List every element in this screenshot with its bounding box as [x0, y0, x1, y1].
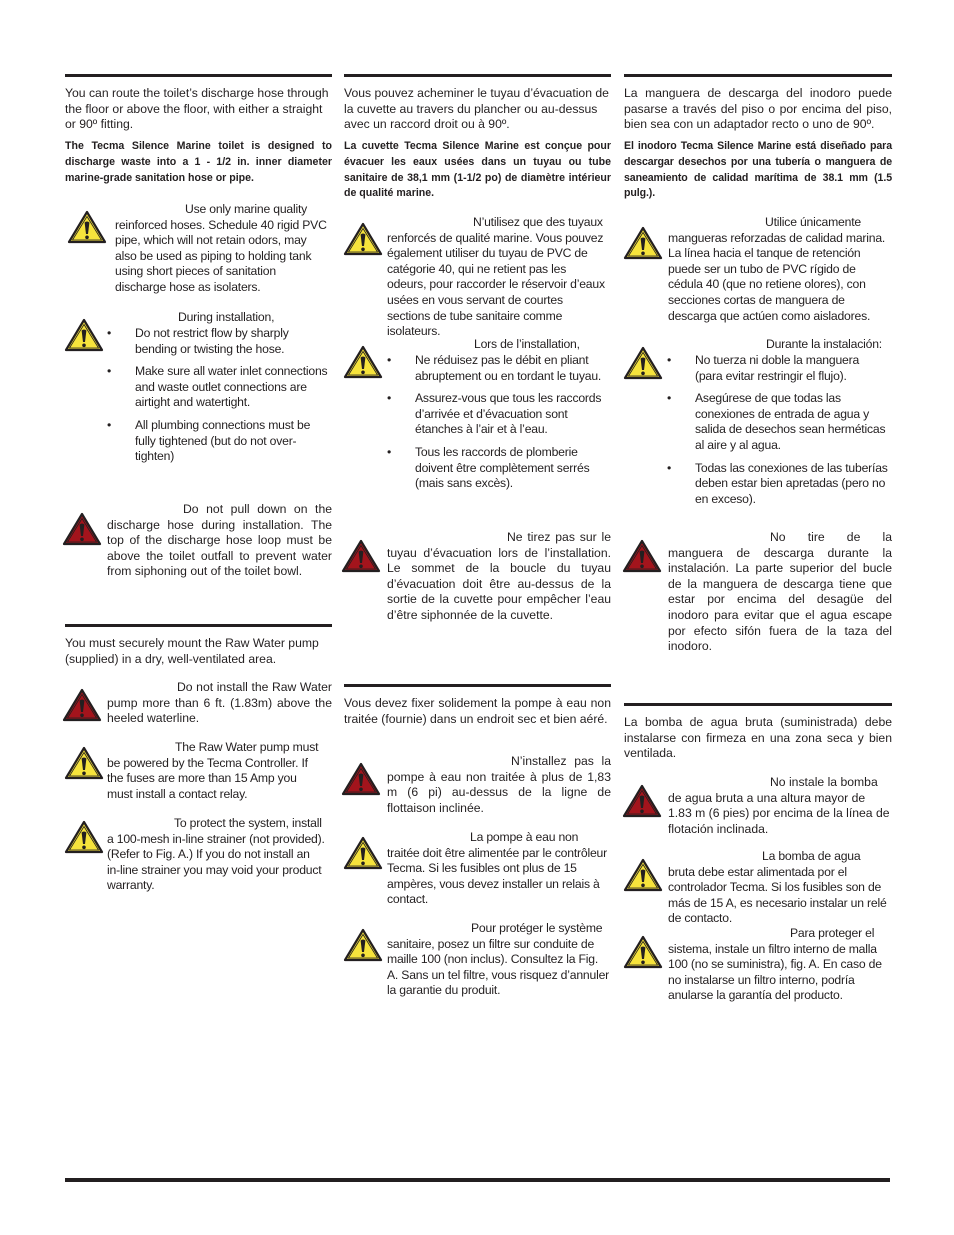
es-section-rule	[624, 74, 892, 77]
warning-icon	[622, 784, 662, 818]
list-item: • All plumbing connections must be fully tightened (but do not over-tighten)	[107, 417, 311, 464]
en-hose-spec: The Tecma Silence Marine toilet is designed to discharge waste into a 1 - 1/2 in. inner diameter marine-grade sanitation hose or pipe.	[65, 140, 332, 184]
list-item: • Assurez-vous que tous les raccords d’arrivée et d’évacuation sont étanches à l’air et à l’eau.	[387, 391, 602, 437]
caution-icon	[623, 935, 663, 969]
warning-icon	[62, 688, 102, 722]
en-caution-strainer: To protect the system, install a 100-mesh in-line strainer (not provided). (Refer to Fig. A.) If you do not install an in-line strainer you may void your product warranty.	[107, 816, 325, 893]
list-item: • Asegúrese de que todas las conexiones de entrada de agua y salida de desechos sean herméticas al aire y al agua.	[667, 391, 886, 452]
warning-icon	[622, 539, 662, 573]
fr-install-list	[387, 353, 609, 499]
list-item: • Tous les raccords de plomberie doivent être complètement serrés (mais sans excès).	[387, 444, 590, 491]
es-caution-install-head: Durante la instalación:	[766, 337, 882, 351]
es-hose-spec: El inodoro Tecma Silence Marine está diseñado para descargar desechos por una tubería o manguera de saneamiento de calidad marítima de 38.1 mm (1.5 pulg.).	[624, 140, 892, 200]
footer-rule	[65, 1178, 890, 1182]
fr-warning-pump-height: N’installez pas la pompe à eau non traitée à plus de 1,83 m (6 pi) au-dessus de la ligne de flottaison inclinée.	[387, 754, 611, 815]
caution-icon	[623, 346, 663, 380]
caution-icon	[64, 820, 104, 854]
es-intro: La manguera de descarga del inodoro puede pasarse a través del piso o por encima del piso, bien sea con un adaptador recto o uno de 90º.	[624, 86, 892, 132]
en-pump-rule	[65, 624, 332, 627]
en-caution-hoses: Use only marine quality reinforced hoses. Schedule 40 rigid PVC pipe, which will not retain odors, may also be used as piping to holding tank using short pieces of sanitation discharge hose as isolaters.	[115, 202, 327, 294]
es-pump-rule	[624, 703, 892, 706]
en-pump-intro: You must securely mount the Raw Water pump (supplied) in a dry, well-ventilated area.	[65, 636, 319, 666]
fr-pump-intro: Vous devez fixer solidement la pompe à eau non traitée (fournie) dans un endroit sec et bien aéré.	[344, 696, 611, 726]
fr-hose-spec: La cuvette Tecma Silence Marine est conçue pour évacuer les eaux usées dans un tuyau ou tube sanitaire de 38,1 mm (1-1/2 po) de diamètre intérieur de qualité marine.	[344, 140, 611, 200]
en-caution-install-head: During installation,	[178, 310, 275, 324]
caution-icon	[623, 226, 663, 260]
en-warning-discharge: Do not pull down on the discharge hose during installation. The top of the discharge hose loop must be above the toilet outfall to prevent water from siphoning out of the toilet bowl.	[107, 502, 332, 579]
list-item: • No tuerza ni doble la manguera (para evitar restringir el flujo).	[667, 353, 860, 383]
fr-caution-strainer: Pour protéger le système sanitaire, posez un filtre sur conduite de maille 100 (non inclus). Consultez la Fig. A. Sans un tel filtre, vous risquez d’annuler la garantie du produit.	[387, 921, 610, 998]
es-warning-pump-height: No instale la bomba de agua bruta a una altura mayor de 1.83 m (6 pies) por encima de la línea de flotación inclinada.	[668, 775, 890, 836]
fr-pump-rule	[344, 684, 611, 687]
caution-icon	[343, 345, 383, 379]
caution-icon	[623, 858, 663, 892]
en-caution-pump-power: The Raw Water pump must be powered by the Tecma Controller. If the fuses are more than 15 Amp you must install a contact relay.	[107, 740, 319, 801]
warning-icon	[341, 539, 381, 573]
list-item: • Ne réduisez pas le débit en pliant abruptement ou en tordant le tuyau.	[387, 353, 602, 383]
es-pump-intro: La bomba de agua bruta (suministrada) debe instalarse con firmeza en una zona seca y bien ventilada.	[624, 715, 892, 761]
caution-icon	[343, 836, 383, 870]
es-caution-hoses: Utilice únicamente mangueras reforzadas de calidad marina. La línea hacia el tanque de retención puede ser un tubo de PVC rígido de cédula 40 (que no retiene olores), con secciones cortas de manguera de descarga que actúen como aisladores.	[668, 215, 886, 323]
en-section-rule	[65, 74, 332, 77]
fr-caution-pump-power: La pompe à eau non traitée doit être alimentée par le contrôleur Tecma. Si les fusibles ont plus de 15 ampères, vous devez installer un relais à contact.	[387, 830, 607, 907]
fr-warning-discharge: Ne tirez pas sur le tuyau d’évacuation lors de l’installation. Le sommet de la boucle du tuyau d’évacuation doit être au-dessus de la sortie de la cuvette pour empêcher l’eau d’être siphonnée de la cuvette.	[387, 530, 611, 622]
warning-icon	[341, 762, 381, 796]
en-warning-pump-height: Do not install the Raw Water pump more than 6 ft. (1.83m) above the heeled waterline.	[107, 680, 332, 726]
es-warning-discharge: No tire de la manguera de descarga durante la instalación. La parte superior del bucle de la manguera de descarga tiene que estar por encima del desagüe del inodoro para evitar que el agua escape por efecto sifón fuera de la taza del inodoro.	[668, 530, 892, 654]
fr-caution-hoses: N’utilisez que des tuyaux renforcés de qualité marine. Vous pouvez également utiliser du tuyau de PVC de catégorie 40, qui ne retient pas les odeurs, pour raccorder le réservoir d’eaux usées en vous servant de courtes sections de tube sanitaire comme isolateurs.	[387, 215, 605, 339]
fr-caution-install-head: Lors de l’installation,	[474, 337, 580, 351]
caution-icon	[343, 928, 383, 962]
caution-icon	[67, 210, 107, 244]
en-install-list	[107, 326, 329, 472]
fr-intro: Vous pouvez acheminer le tuyau d’évacuation de la cuvette au travers du plancher ou au-dessus avec un raccord droit ou à 90º.	[344, 86, 609, 132]
es-install-list	[667, 353, 889, 514]
caution-icon	[64, 746, 104, 780]
caution-icon	[343, 222, 383, 256]
es-caution-pump-power: La bomba de agua bruta debe estar alimentada por el controlador Tecma. Si los fusibles son de más de 15 A, es necesario instalar un relé de contacto.	[668, 849, 887, 926]
list-item: • Do not restrict flow by sharply bending or twisting the hose.	[107, 326, 289, 356]
warning-icon	[62, 512, 102, 546]
en-intro: You can route the toilet’s discharge hose through the floor or above the floor, with either a straight or 90º fitting.	[65, 86, 329, 132]
fr-section-rule	[344, 74, 611, 77]
es-caution-strainer: Para proteger el sistema, instale un filtro interno de malla 100 (no se suministra), fig. A. En caso de no instalarse un filtro interno, podría anularse la garantía del producto.	[668, 926, 882, 1003]
list-item: • Todas las conexiones de las tuberías deben estar bien apretadas (pero no en exceso).	[667, 460, 888, 506]
list-item: • Make sure all water inlet connections and waste outlet connections are airtight and watertight.	[107, 364, 328, 410]
caution-icon	[64, 318, 104, 352]
